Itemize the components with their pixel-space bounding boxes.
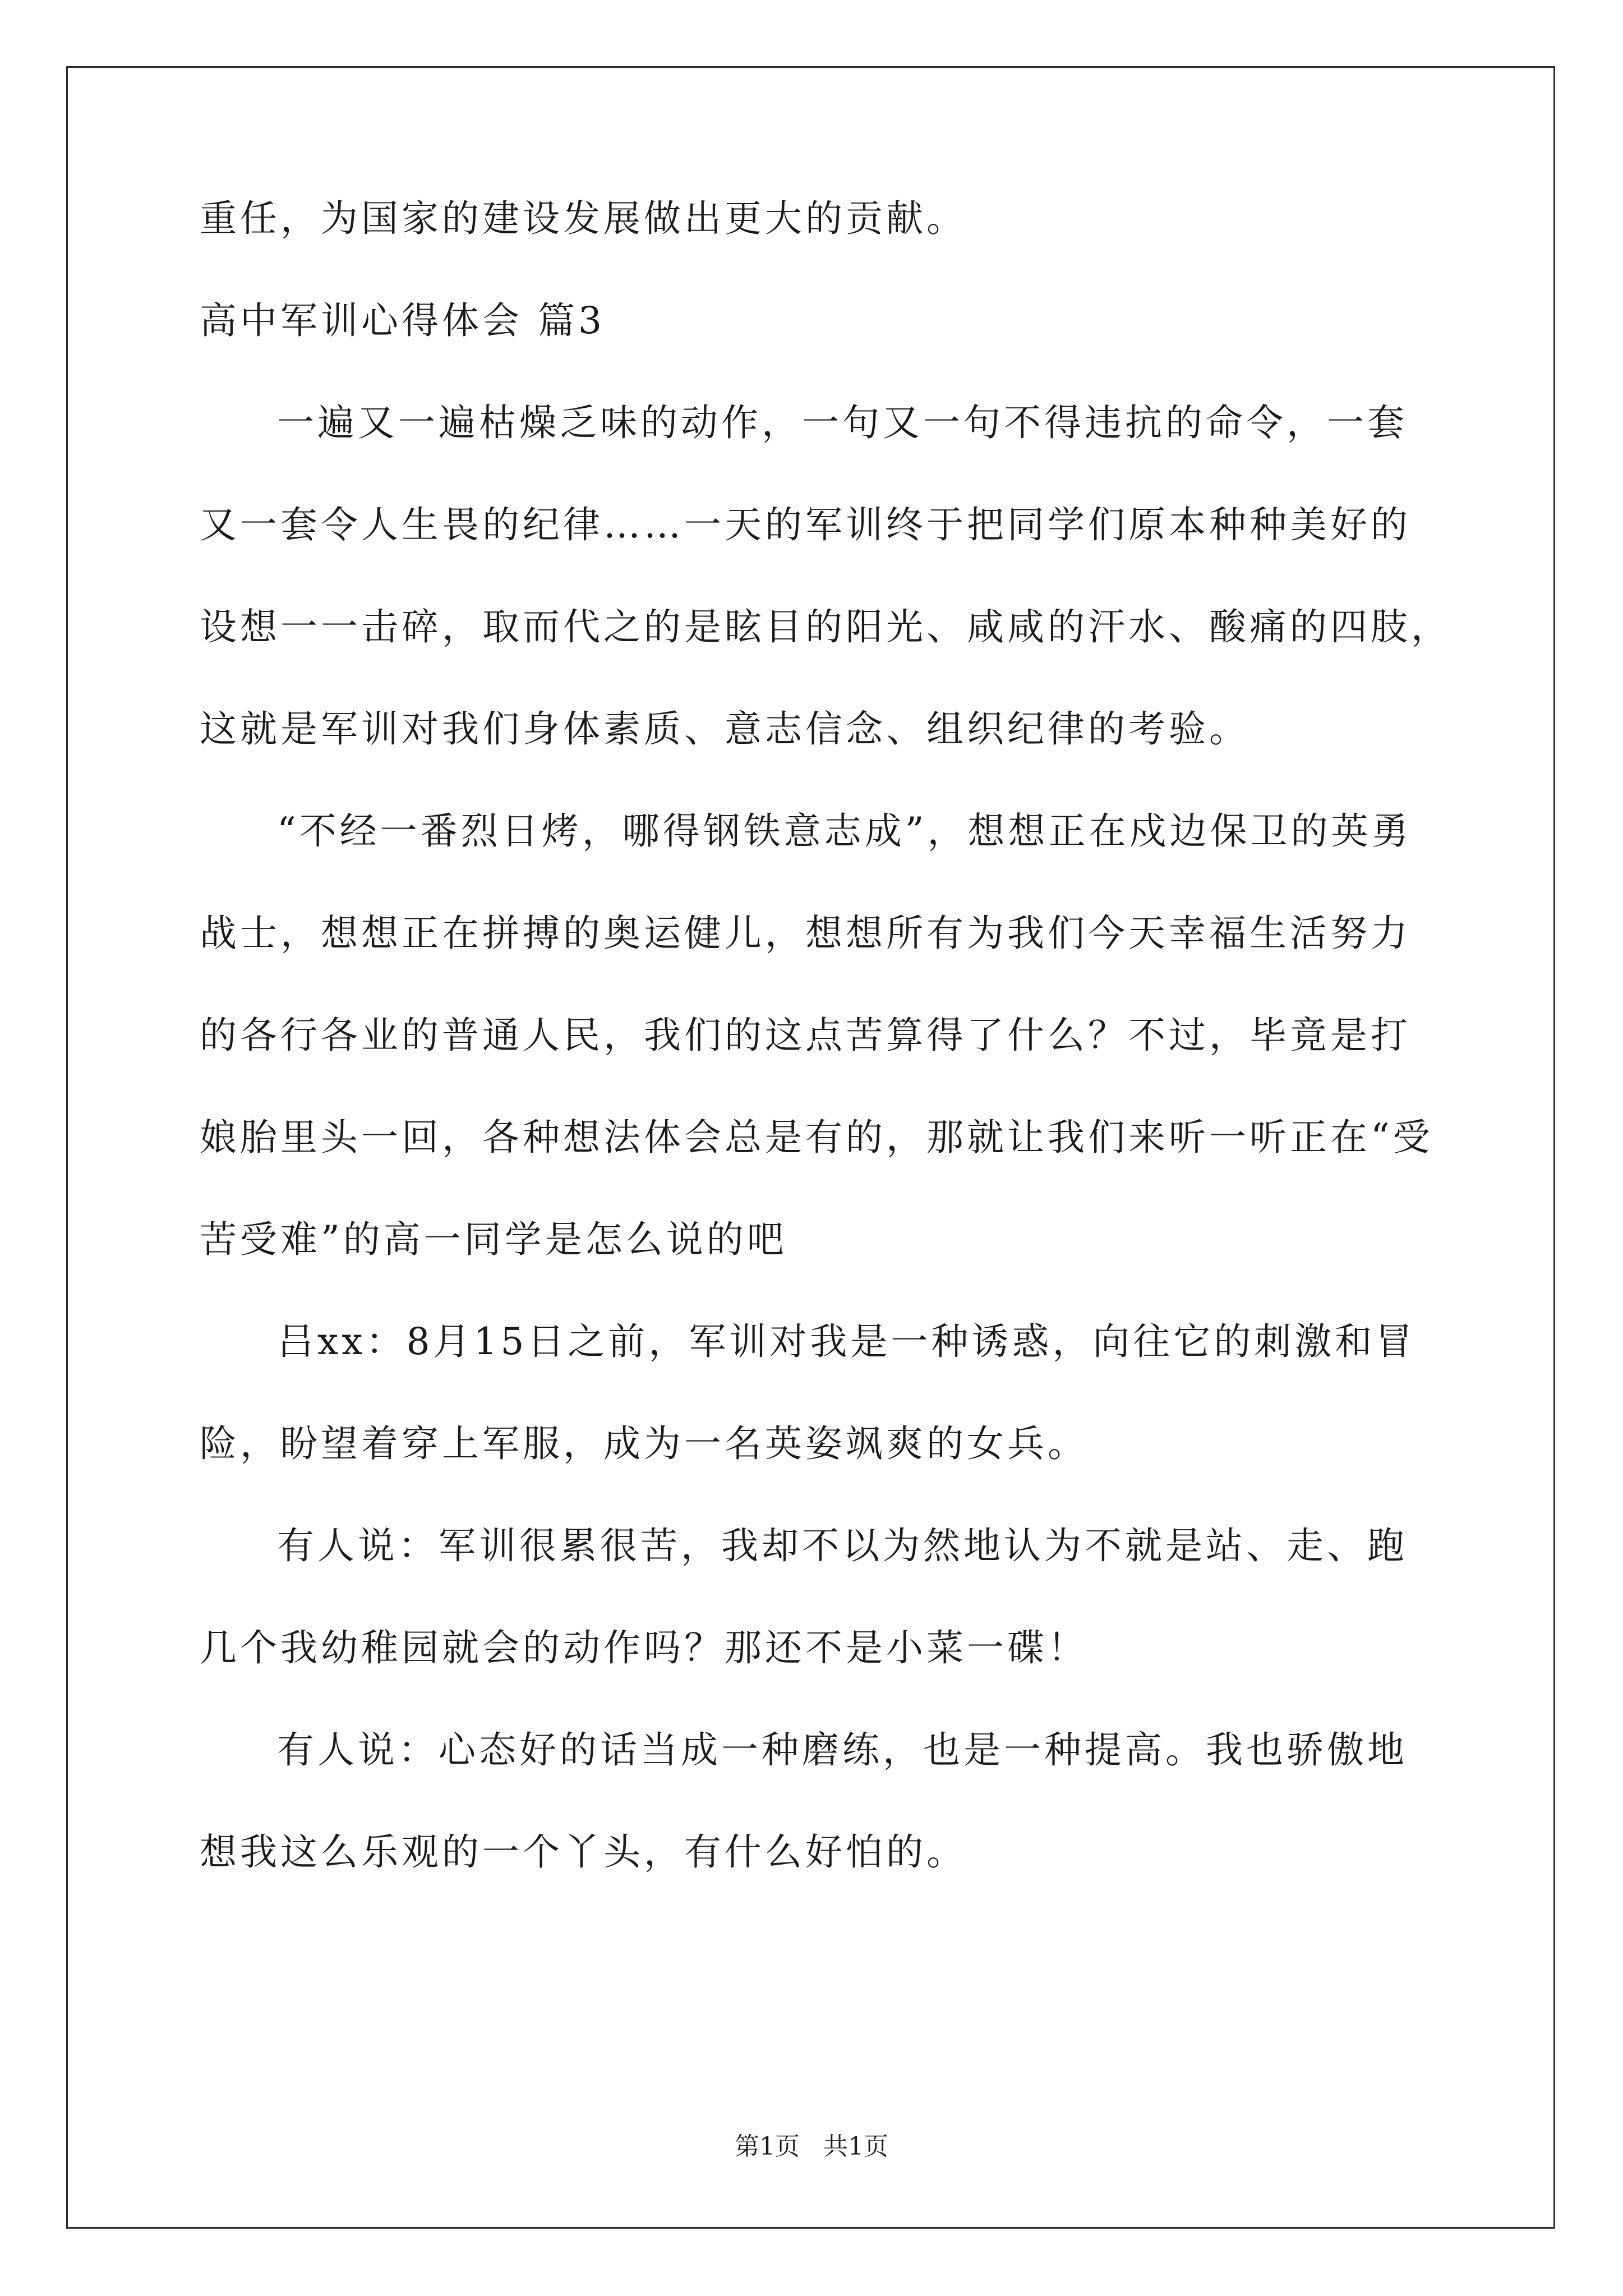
page-footer: 第1页 共1页 [735,2132,888,2161]
paragraph [200,1518,1473,1676]
text-line: 险，盼望着穿上军服，成为一名英姿飒爽的女兵。 [200,1422,1088,1465]
text-line: 高中军训心得体会 篇3 [200,299,605,342]
text-line: 有人说：军训很累很苦，我却不以为然地认为不就是站、走、跑 [277,1524,1408,1567]
text-line: 苦受难”的高一同学是怎么说的吧 [200,1218,787,1261]
text-line: “不经一番烈日烤，哪得钢铁意志成”，想想正在戍边保卫的英勇 [277,809,1412,853]
paragraph [200,1314,1473,1472]
text-line: 想我这么乐观的一个丫头，有什么好怕的。 [200,1830,967,1874]
text-line: 娘胎里头一回，各种想法体会总是有的，那就让我们来听一听正在“受 [200,1116,1433,1159]
paragraph [200,803,1473,1268]
text-line: 又一套令人生畏的纪律……一天的军训终于把同学们原本种种美好的 [200,503,1411,546]
paragraph [200,293,1473,349]
document-body [200,191,1473,1926]
text-line: 几个我幼稚园就会的动作吗？那还不是小菜一碟！ [200,1626,1088,1669]
text-line: 一遍又一遍枯燥乏味的动作，一句又一句不得违抗的命令，一套 [277,401,1408,444]
text-line: 的各行各业的普通人民，我们的这点苦算得了什么？不过，毕竟是打 [200,1014,1411,1057]
text-line: 战士，想想正在拼搏的奥运健儿，想想所有为我们今天幸福生活努力 [200,912,1411,955]
text-line: 这就是军训对我们身体素质、意志信念、组织纪律的考验。 [200,707,1249,751]
text-line: 重任，为国家的建设发展做出更大的贡献。 [200,197,967,240]
paragraph [200,1722,1473,1880]
paragraph [200,191,1473,247]
paragraph [200,395,1473,757]
text-line: 设想一一击碎，取而代之的是眩目的阳光、咸咸的汗水、酸痛的四肢， [200,605,1451,648]
text-line: 有人说：心态好的话当成一种磨练，也是一种提高。我也骄傲地 [277,1728,1408,1772]
text-line: 吕xx：8月15日之前，军训对我是一种诱惑，向往它的刺激和冒 [277,1320,1416,1363]
